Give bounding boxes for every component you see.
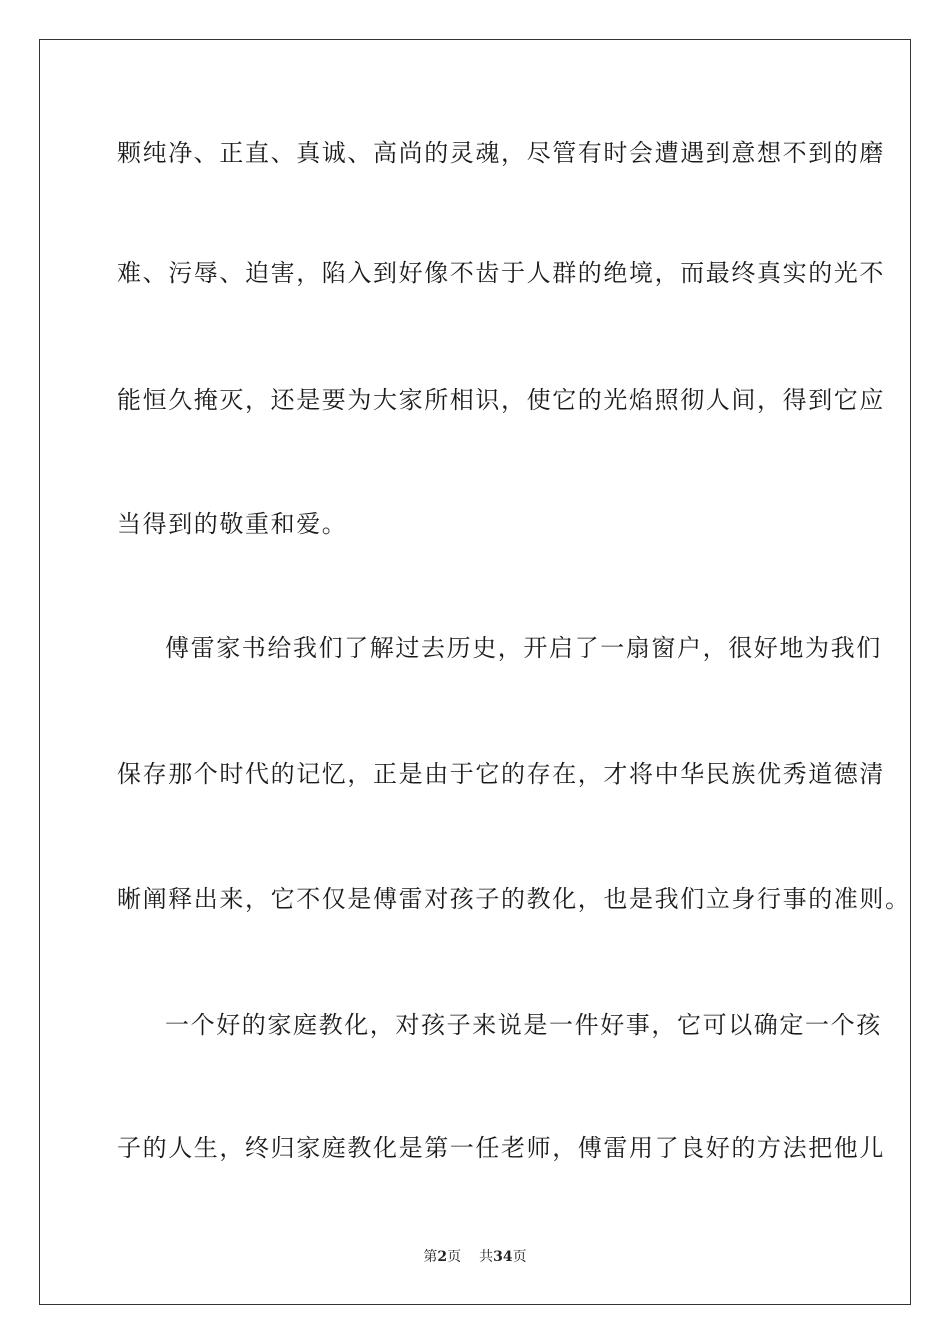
text-line-3: 能恒久掩灭，还是要为大家所相识，使它的光焰照彻人间，得到它应 xyxy=(117,386,885,414)
total-pages-number: 34 xyxy=(493,1249,513,1265)
page-border xyxy=(39,39,911,1305)
page-label-prefix: 第 xyxy=(423,1249,438,1265)
text-line-4: 当得到的敬重和爱。 xyxy=(117,510,348,538)
page-footer xyxy=(0,1248,950,1266)
page-label-suffix: 页 xyxy=(447,1249,462,1265)
text-line-9: 子的人生，终归家庭教化是第一任老师，傅雷用了良好的方法把他儿 xyxy=(117,1134,885,1162)
text-line-6: 保存那个时代的记忆，正是由于它的存在，才将中华民族优秀道德清 xyxy=(117,760,885,788)
text-line-1: 颗纯净、正直、真诚、高尚的灵魂，尽管有时会遭遇到意想不到的磨 xyxy=(117,139,885,167)
paragraph-2-line-1: 傅雷家书给我们了解过去历史，开启了一扇窗户，很好地为我们 xyxy=(165,634,882,662)
current-page-number: 2 xyxy=(437,1249,448,1265)
total-label-prefix: 共 xyxy=(479,1249,494,1265)
text-line-2: 难、污辱、迫害，陷入到好像不齿于人群的绝境，而最终真实的光不 xyxy=(117,259,885,287)
paragraph-3-line-1: 一个好的家庭教化，对孩子来说是一件好事，它可以确定一个孩 xyxy=(165,1011,882,1039)
text-line-7: 晰阐释出来，它不仅是傅雷对孩子的教化，也是我们立身行事的准则。 xyxy=(117,885,911,913)
total-label-suffix: 页 xyxy=(512,1249,527,1265)
